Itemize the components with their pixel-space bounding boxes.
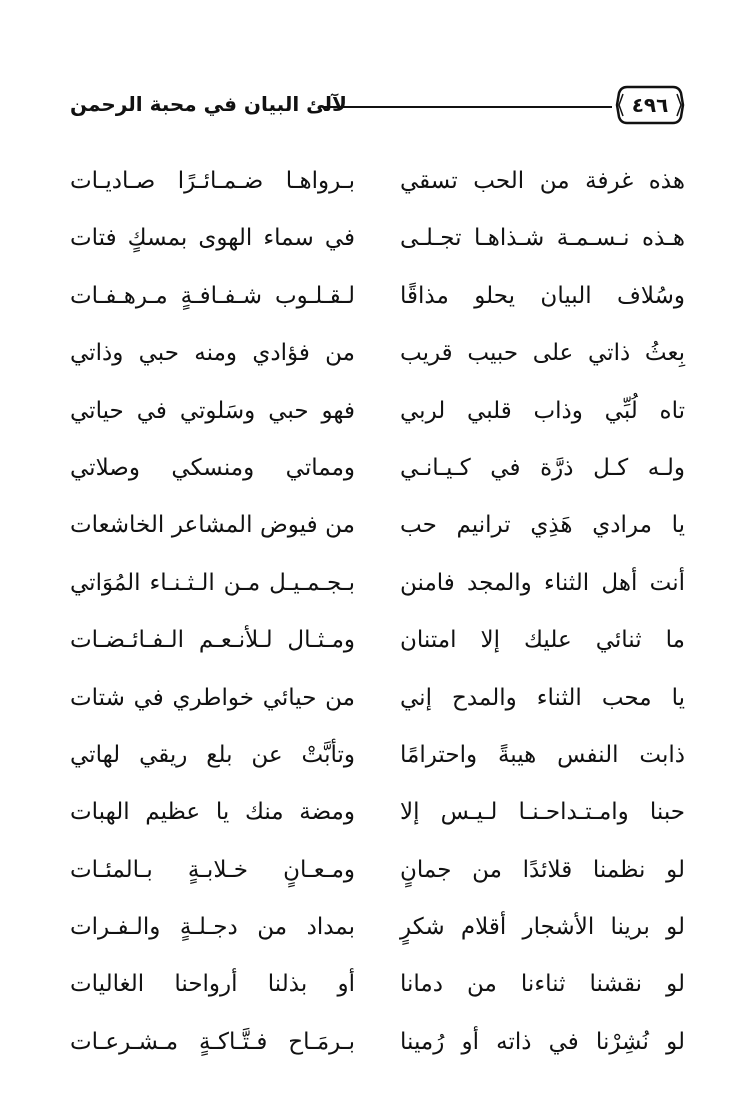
verse-first-hemistich: تاه لُبِّي وذاب قلبي لربي <box>400 397 685 424</box>
verse-first-hemistich: لو نقشنا ثناءنا من دمانا <box>400 971 685 998</box>
verse-first-hemistich: ولـه كـل ذرَّة في كـيـانـي <box>400 454 685 481</box>
verse <box>70 382 685 439</box>
verse-first-hemistich: يا مرادي هَذِي ترانيم حب <box>400 512 685 539</box>
verse-first-hemistich: أنت أهل الثناء والمجد فامنن <box>400 569 685 596</box>
verse-second-hemistich: ومـعـانٍ خـلابـةٍ بـالمئـات <box>70 856 355 883</box>
verse <box>70 611 685 668</box>
verse-first-hemistich: حبنا وامـتـداحـنـا لـيـس إلا <box>400 799 685 826</box>
verse-second-hemistich: وتأبَّتْ عن بلع ريقي لهاتي <box>70 741 355 768</box>
verse <box>70 955 685 1012</box>
verse <box>70 1013 685 1070</box>
verse-first-hemistich: لو برينا الأشجار أقلام شكرٍ <box>400 914 685 941</box>
verse-second-hemistich: بمداد من دجـلـةٍ والـفـرات <box>70 914 355 941</box>
verse-first-hemistich: وسُلاف البيان يحلو مذاقًا <box>400 282 685 309</box>
verse <box>70 439 685 496</box>
verse-second-hemistich: في سماء الهوى بمسكٍ فتات <box>70 225 355 252</box>
verse <box>70 496 685 553</box>
verse-first-hemistich: ما ثنائي عليك إلا امتنان <box>400 627 685 654</box>
verse-second-hemistich: بـرواهـا ضـمـائـرًا صـاديـات <box>70 168 355 194</box>
verse-first-hemistich: هذه غرفة من الحب تسقي <box>400 168 685 194</box>
verse <box>70 783 685 840</box>
verse <box>70 267 685 324</box>
verse <box>70 324 685 381</box>
verse <box>70 152 685 209</box>
verse <box>70 669 685 726</box>
verse-second-hemistich: لـقـلـوب شـفـافـةٍ مـرهـفـات <box>70 282 355 309</box>
verse <box>70 841 685 898</box>
verse-second-hemistich: من فيوض المشاعر الخاشعات <box>70 512 355 539</box>
verse-second-hemistich: أو بذلنا أرواحنا الغاليات <box>70 971 355 998</box>
verse <box>70 554 685 611</box>
verse-second-hemistich: من فؤادي ومنه حبي وذاتي <box>70 340 355 367</box>
verse-first-hemistich: لو نظمنا قلائدًا من جمانٍ <box>400 856 685 883</box>
book-title: لآلئ البيان في محبة الرحمن <box>70 92 347 116</box>
page-number: ٤٩٦ <box>631 93 669 117</box>
verse-second-hemistich: بـرمَـاح فـتَّـاكـةٍ مـشـرعـات <box>70 1028 355 1055</box>
verse-second-hemistich: ومـثـال لـلأنـعـم الـفـائـضـات <box>70 627 355 654</box>
verse-second-hemistich: بـجـمـيـل مـن الـثـنـاء المُوَاتي <box>70 569 355 596</box>
header-rule <box>322 106 612 108</box>
verse-first-hemistich: هـذه نـسـمـة شـذاهـا تجـلـى <box>400 225 685 252</box>
verse-first-hemistich: يا محب الثناء والمدح إني <box>400 684 685 711</box>
verse-second-hemistich: ومماتي ومنسكي وصلاتي <box>70 454 355 481</box>
verse-second-hemistich: من حيائي خواطري في شتات <box>70 684 355 711</box>
verse-first-hemistich: ذابت النفس هيبةً واحترامًا <box>400 741 685 768</box>
verse-first-hemistich: لو نُشِرْنا في ذاته أو رُمينا <box>400 1028 685 1055</box>
poem <box>70 152 685 1070</box>
verse <box>70 726 685 783</box>
page-number-badge <box>615 84 685 126</box>
page-header <box>60 82 690 132</box>
verse-second-hemistich: فهو حبي وسَلوتي في حياتي <box>70 397 355 424</box>
verse <box>70 209 685 266</box>
verse-first-hemistich: بِعثُ ذاتي على حبيب قريب <box>400 340 685 367</box>
verse <box>70 898 685 955</box>
verse-second-hemistich: ومضة منك يا عظيم الهبات <box>70 799 355 826</box>
